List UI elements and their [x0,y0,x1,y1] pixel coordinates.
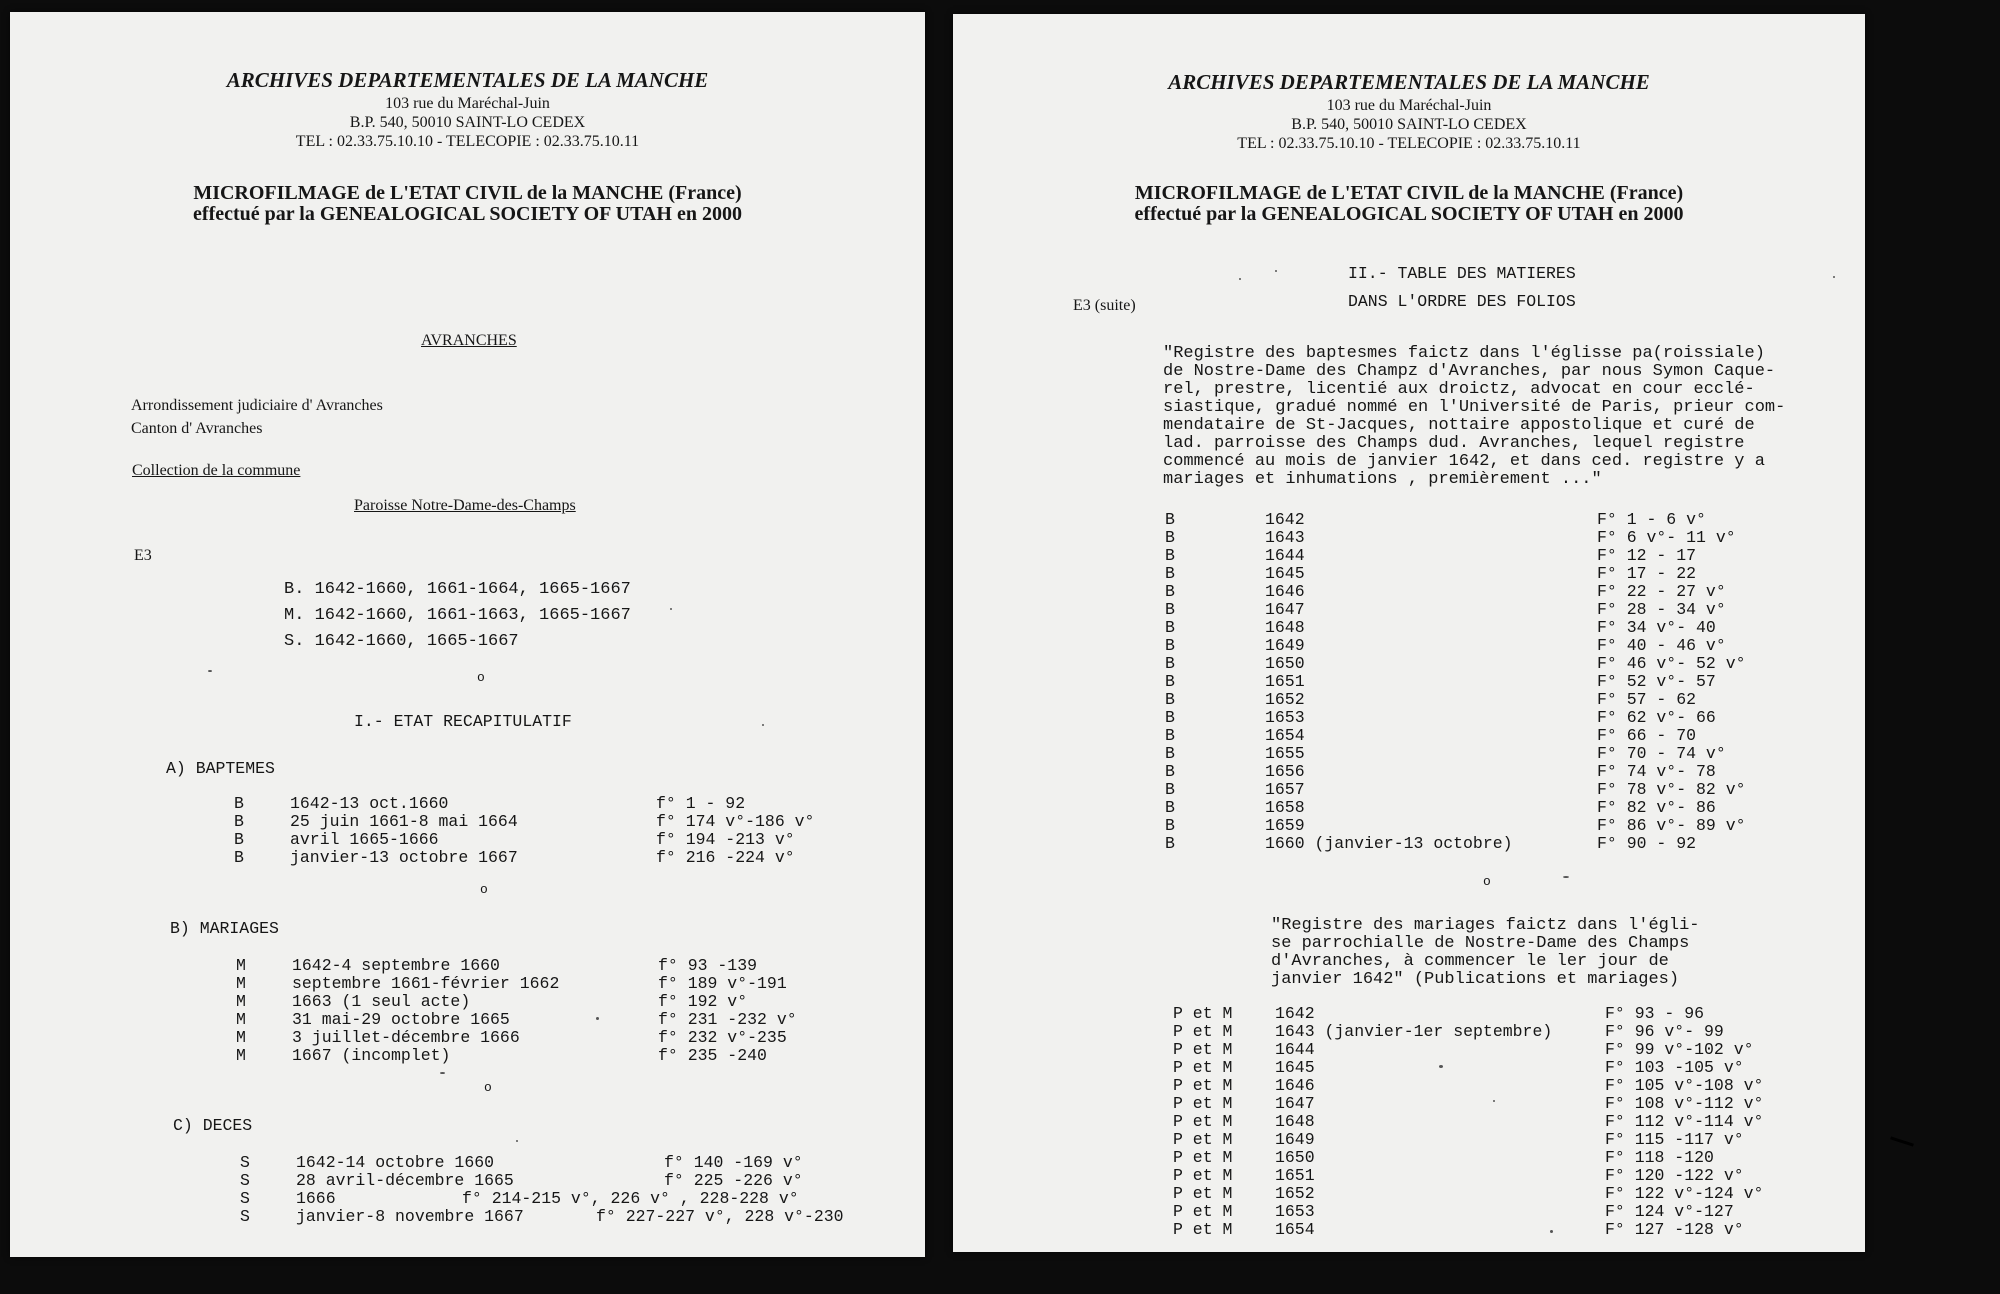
table-row-year: 1654 [1275,1220,1315,1239]
list-item-code: B [234,848,244,867]
summary-baptemes: B. 1642-1660, 1661-1664, 1665-1667 [284,580,631,599]
table-row-year: 1653 [1265,708,1305,727]
list-item-code: S [240,1207,250,1226]
table-row-code: B [1165,546,1175,565]
list-item-code: S [240,1171,250,1190]
table-row-code: P et M [1173,1130,1233,1149]
separator-circle: o [480,882,488,897]
list-item-dates: 1666 [296,1189,336,1208]
table-row-code: P et M [1173,1184,1233,1203]
list-item-folio: f° 1 - 92 [656,794,746,813]
header-org: ARCHIVES DEPARTEMENTALES DE LA MANCHE [1168,70,1650,94]
table-row-year: 1650 [1275,1148,1315,1167]
table-row-folio: F° 82 v°- 86 [1597,798,1716,817]
table-row-year: 1656 [1265,762,1305,781]
commune-name: AVRANCHES [421,332,517,349]
table-row-folio: F° 52 v°- 57 [1597,672,1716,691]
table-row-folio: F° 99 v°-102 v° [1605,1040,1754,1059]
table-row-folio: F° 96 v°- 99 [1605,1022,1724,1041]
table-row-year: 1655 [1265,744,1305,763]
table-row-folio: F° 122 v°-124 v° [1605,1184,1764,1203]
section-subtitle-table: DANS L'ORDRE DES FOLIOS [1348,292,1576,311]
table-row-code: B [1165,762,1175,781]
list-item-folio: f° 93 -139 [658,956,758,975]
cote: E3 [134,547,152,564]
table-row-year: 1649 [1275,1130,1315,1149]
table-row-code: B [1165,582,1175,601]
table-row-folio: F° 70 - 74 v° [1597,744,1726,763]
table-row-folio: F° 78 v°- 82 v° [1597,780,1746,799]
list-item-code: B [234,812,244,831]
quote-line: commencé au mois de janvier 1642, et dans ced. registre y a [1163,452,1765,471]
list-item-dates: janvier-8 novembre 1667 [296,1207,524,1226]
list-item-code: M [236,1010,246,1029]
table-row-year: 1644 [1265,546,1305,565]
list-item-folio: f° 140 -169 v° [664,1153,803,1172]
list-item-code: S [240,1153,250,1172]
quote-line: rel, prestre, licentié aux droictz, advocat en cour ecclé- [1163,380,1755,399]
list-item-folio: f° 174 v°-186 v° [656,812,815,831]
table-row-folio: F° 103 -105 v° [1605,1058,1744,1077]
list-item-code: M [236,956,246,975]
list-item-code: M [236,1046,246,1065]
list-item-dates: 3 juillet-décembre 1666 [292,1028,520,1047]
table-row-folio: F° 6 v°- 11 v° [1597,528,1736,547]
table-row-folio: F° 90 - 92 [1597,834,1697,853]
list-item-dates: 28 avril-décembre 1665 [296,1171,514,1190]
table-row-year: 1647 [1275,1094,1315,1113]
table-row-year: 1645 [1275,1058,1315,1077]
quote-line: "Registre des baptesmes faictz dans l'églisse pa(roissiale) [1163,344,1765,363]
table-row-code: B [1165,528,1175,547]
table-row-year: 1660 (janvier-13 octobre) [1265,834,1513,853]
table-row-code: B [1165,726,1175,745]
table-row-folio: F° 22 - 27 v° [1597,582,1726,601]
list-item-folio: f° 194 -213 v° [656,830,795,849]
table-row-code: P et M [1173,1112,1233,1131]
table-row-year: 1651 [1265,672,1305,691]
table-row-year: 1643 (janvier-1er septembre) [1275,1022,1553,1041]
left-page [10,12,925,1257]
table-row-code: B [1165,636,1175,655]
table-row-folio: F° 62 v°- 66 [1597,708,1716,727]
quote-line: siastique, gradué nommé en l'Université de Paris, prieur com- [1163,398,1786,417]
separator-circle: o [484,1080,492,1095]
table-row-code: P et M [1173,1202,1233,1221]
table-row-folio: F° 66 - 70 [1597,726,1697,745]
list-item-code: B [234,794,244,813]
table-row-folio: F° 34 v°- 40 [1597,618,1716,637]
quote-line: "Registre des mariages faictz dans l'égli- [1271,916,1700,935]
collection: Collection de la commune [132,462,301,479]
separator-circle: o [477,670,485,685]
list-item-folio: f° 214-215 v°, 226 v° , 228-228 v° [462,1189,799,1208]
table-row-code: B [1165,780,1175,799]
table-row-code: B [1165,564,1175,583]
cote-suite: E3 (suite) [1073,297,1136,314]
table-row-year: 1659 [1265,816,1305,835]
list-item-folio: f° 232 v°-235 [658,1028,787,1047]
table-row-folio: F° 93 - 96 [1605,1004,1705,1023]
list-item-folio: f° 227-227 v°, 228 v°-230 [596,1207,844,1226]
table-row-code: B [1165,798,1175,817]
header-title-2: effectué par la GENEALOGICAL SOCIETY OF UTAH en 2000 [193,203,742,225]
table-row-folio: F° 40 - 46 v° [1597,636,1726,655]
quote-line: mariages et inhumations , premièrement ..." [1163,470,1602,489]
table-row-year: 1647 [1265,600,1305,619]
list-item-folio: f° 231 -232 v° [658,1010,797,1029]
table-row-code: B [1165,618,1175,637]
summary-sepultures: S. 1642-1660, 1665-1667 [284,632,519,651]
table-row-year: 1652 [1265,690,1305,709]
table-row-year: 1658 [1265,798,1305,817]
table-row-year: 1642 [1275,1004,1315,1023]
table-row-year: 1644 [1275,1040,1315,1059]
table-row-folio: F° 57 - 62 [1597,690,1697,709]
list-item-dates: septembre 1661-février 1662 [292,974,560,993]
section-title-recap: I.- ETAT RECAPITULATIF [354,712,572,731]
list-item-dates: 1642-4 septembre 1660 [292,956,500,975]
list-item-folio: f° 235 -240 [658,1046,767,1065]
header-title-2: effectué par la GENEALOGICAL SOCIETY OF UTAH en 2000 [1134,203,1684,225]
table-row-folio: F° 112 v°-114 v° [1605,1112,1764,1131]
table-row-folio: F° 74 v°- 78 [1597,762,1716,781]
right-page [953,14,1865,1252]
list-item-dates: 1667 (incomplet) [292,1046,451,1065]
table-row-year: 1645 [1265,564,1305,583]
list-item-code: M [236,974,246,993]
table-row-folio: F° 1 - 6 v° [1597,510,1706,529]
list-item-folio: f° 216 -224 v° [656,848,795,867]
table-row-folio: F° 120 -122 v° [1605,1166,1744,1185]
list-item-code: S [240,1189,250,1208]
table-row-code: B [1165,654,1175,673]
list-item-code: M [236,1028,246,1047]
quote-line: d'Avranches, à commencer le ler jour de [1271,952,1669,971]
table-row-code: P et M [1173,1076,1233,1095]
table-row-folio: F° 105 v°-108 v° [1605,1076,1764,1095]
table-row-folio: F° 28 - 34 v° [1597,600,1726,619]
table-row-folio: F° 115 -117 v° [1605,1130,1744,1149]
table-row-code: B [1165,708,1175,727]
quote-line: se parrochialle de Nostre-Dame des Champs [1271,934,1690,953]
quote-line: lad. parroisse des Champs dud. Avranches, lequel registre [1163,434,1745,453]
deces-heading: C) DECES [173,1116,253,1135]
table-row-folio: F° 124 v°-127 [1605,1202,1734,1221]
table-row-year: 1643 [1265,528,1305,547]
table-row-year: 1657 [1265,780,1305,799]
table-row-folio: F° 108 v°-112 v° [1605,1094,1764,1113]
header-phone: TEL : 02.33.75.10.10 - TELECOPIE : 02.33.75.10.11 [1237,135,1581,152]
table-row-code: P et M [1173,1058,1233,1077]
header-title-1: MICROFILMAGE de L'ETAT CIVIL de la MANCHE (France) [193,182,742,204]
header-address-1: 103 rue du Maréchal-Juin [1326,97,1492,114]
separator-circle: o [1483,874,1491,889]
list-item-dates: janvier-13 octobre 1667 [290,848,518,867]
table-row-year: 1646 [1275,1076,1315,1095]
header-org: ARCHIVES DEPARTEMENTALES DE LA MANCHE [226,68,709,92]
table-row-code: B [1165,744,1175,763]
quote-line: de Nostre-Dame des Champz d'Avranches, par nous Symon Caque- [1163,362,1776,381]
list-item-code: M [236,992,246,1011]
canton: Canton d' Avranches [131,420,263,437]
summary-mariages: M. 1642-1660, 1661-1663, 1665-1667 [284,606,631,625]
table-row-folio: F° 86 v°- 89 v° [1597,816,1746,835]
table-row-year: 1646 [1265,582,1305,601]
list-item-folio: f° 225 -226 v° [664,1171,803,1190]
table-row-year: 1653 [1275,1202,1315,1221]
header-title-1: MICROFILMAGE de L'ETAT CIVIL de la MANCHE (France) [1134,182,1684,204]
header-phone: TEL : 02.33.75.10.10 - TELECOPIE : 02.33.75.10.11 [295,133,640,150]
table-row-code: P et M [1173,1022,1233,1041]
table-row-folio: F° 17 - 22 [1597,564,1697,583]
list-item-folio: f° 192 v° [658,992,748,1011]
list-item-dates: avril 1665-1666 [290,830,439,849]
table-row-year: 1650 [1265,654,1305,673]
table-row-year: 1642 [1265,510,1305,529]
table-row-folio: F° 118 -120 [1605,1148,1714,1167]
table-row-folio: F° 46 v°- 52 v° [1597,654,1746,673]
table-row-code: B [1165,834,1175,853]
table-row-code: P et M [1173,1004,1233,1023]
arrondissement: Arrondissement judiciaire d' Avranches [131,397,383,414]
table-row-code: P et M [1173,1166,1233,1185]
list-item-dates: 1663 (1 seul acte) [292,992,471,1011]
table-row-code: P et M [1173,1094,1233,1113]
table-row-year: 1651 [1275,1166,1315,1185]
list-item-code: B [234,830,244,849]
list-item-dates: 25 juin 1661-8 mai 1664 [290,812,518,831]
baptemes-heading: A) BAPTEMES [166,759,275,778]
table-row-folio: F° 12 - 17 [1597,546,1697,565]
mariages-heading: B) MARIAGES [170,919,279,938]
table-row-year: 1654 [1265,726,1305,745]
table-row-year: 1652 [1275,1184,1315,1203]
header-address-2: B.P. 540, 50010 SAINT-LO CEDEX [1291,116,1527,133]
table-row-code: P et M [1173,1148,1233,1167]
table-row-folio: F° 127 -128 v° [1605,1220,1744,1239]
table-row-code: B [1165,690,1175,709]
quote-line: janvier 1642" (Publications et mariages) [1271,970,1680,989]
table-row-code: B [1165,600,1175,619]
list-item-dates: 1642-14 octobre 1660 [296,1153,495,1172]
table-row-year: 1648 [1265,618,1305,637]
table-row-code: B [1165,816,1175,835]
table-row-year: 1648 [1275,1112,1315,1131]
table-row-code: B [1165,510,1175,529]
list-item-folio: f° 189 v°-191 [658,974,787,993]
table-row-code: P et M [1173,1040,1233,1059]
list-item-dates: 1642-13 oct.1660 [290,794,449,813]
list-item-dates: 31 mai-29 octobre 1665 [292,1010,510,1029]
table-row-year: 1649 [1265,636,1305,655]
header-address-1: 103 rue du Maréchal-Juin [385,95,550,112]
table-row-code: P et M [1173,1220,1233,1239]
paroisse: Paroisse Notre-Dame-des-Champs [354,497,576,514]
section-title-table: II.- TABLE DES MATIERES [1348,264,1576,283]
table-row-code: B [1165,672,1175,691]
quote-line: mendataire de St-Jacques, nottaire appostolique et curé de [1163,416,1755,435]
header-address-2: B.P. 540, 50010 SAINT-LO CEDEX [349,114,586,131]
